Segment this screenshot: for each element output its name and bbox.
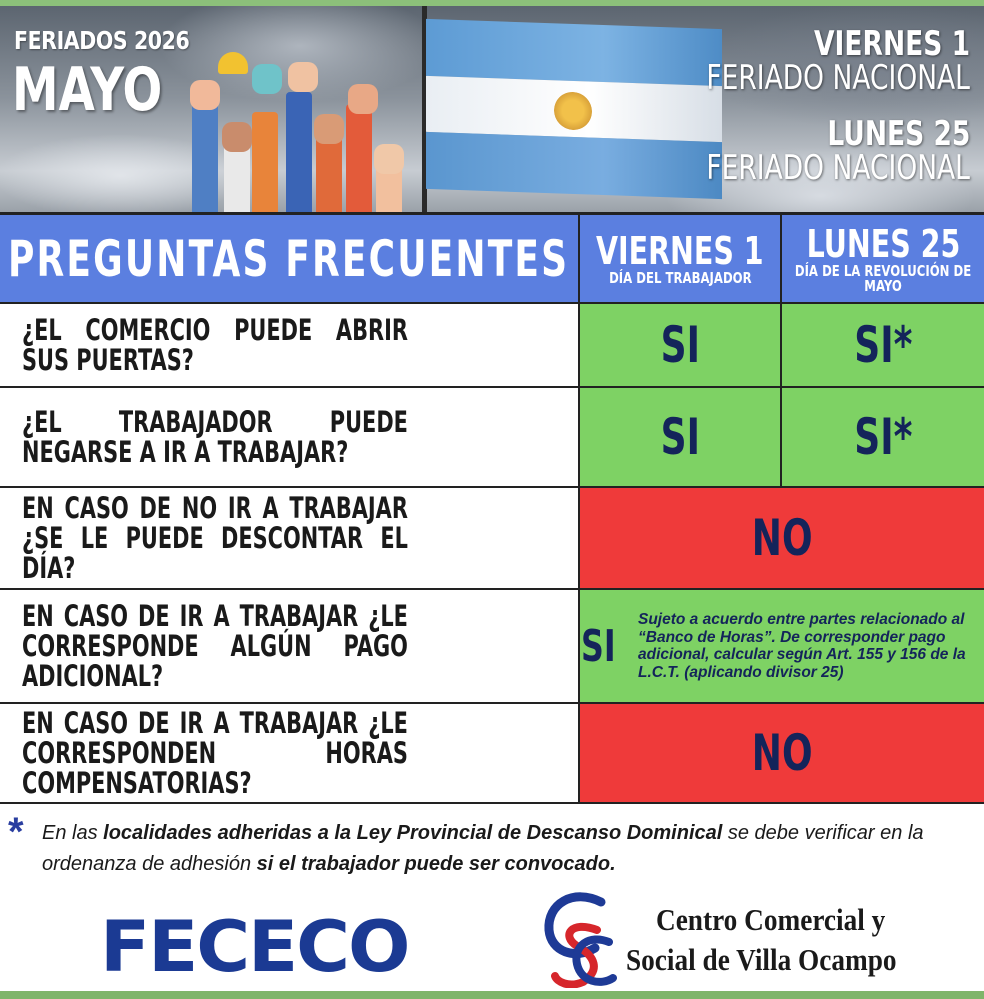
csc-name-line2: Social de Villa Ocampo [626,942,897,977]
table-row [0,304,984,388]
question-cell [0,488,580,588]
question-cell [0,590,580,702]
questions-header-cell [0,215,580,302]
question-text: ¿EL COMERCIO PUEDE ABRIR SUS PUERTAS? [22,313,408,377]
answer-note-cell [630,590,984,702]
answer-text: SI* [853,316,913,374]
answer-cell-lunes [782,388,984,486]
question-cell [0,388,580,486]
csc-name-line1: Centro Comercial y [656,902,886,937]
answer-text: SI [580,620,616,672]
banner-month-title: MAYO [12,55,163,125]
questions-header-label: PREGUNTAS FRECUENTES [8,229,570,288]
sun-of-may-icon [554,91,592,130]
answer-cell-merged [580,488,984,588]
raised-hands-illustration [188,42,408,212]
question-text: ¿EL TRABAJADOR PUEDE NEGARSE A IR A TRABAJAR? [22,405,408,469]
answer-cell-merged [580,704,984,802]
col2-header-cell [782,215,984,302]
footnote-part1: En las [42,822,104,844]
answer-text: SI [660,316,700,374]
table-header-row [0,212,984,304]
col2-header-day: LUNES 25 [806,221,960,266]
question-text: EN CASO DE IR A TRABAJAR ¿LE CORRESPONDE ALGÚN PAGO ADICIONAL? [22,599,408,693]
table-row [0,704,984,804]
header-banner [0,6,984,212]
question-cell [0,704,580,802]
bottom-accent-strip [0,991,984,999]
table-row [0,590,984,704]
holiday2-type: FERIADO NACIONAL [706,148,970,188]
footnote-part3: se debe verificar en la ordenanza de adhesión [42,822,924,875]
question-text: EN CASO DE IR A TRABAJAR ¿LE CORRESPONDEN HORAS COMPENSATORIAS? [22,706,408,800]
col1-header-desc: DÍA DEL TRABAJADOR [608,269,752,287]
footnote-part2: localidades adheridas a la Ley Provincial de Descanso Dominical [103,822,723,844]
asterisk-icon: * [8,810,24,854]
answer-text: SI [660,408,700,466]
answer-text: SI* [853,408,913,466]
holiday1-day: VIERNES 1 [813,24,970,64]
holiday1-type: FERIADO NACIONAL [706,58,970,98]
question-text: EN CASO DE NO IR A TRABAJAR ¿SE LE PUEDE DESCONTAR EL DÍA? [22,491,408,585]
col1-header-day: VIERNES 1 [596,229,764,273]
banner-year-title: FERIADOS 2026 [14,26,190,55]
col2-header-desc-line2: MAYO [864,276,902,295]
col2-header-desc-line1: DÍA DE LA REVOLUCIÓN DE [794,261,972,280]
col1-header-cell [580,215,782,302]
footnote-part4: si el trabajador puede ser convocado. [256,853,616,875]
answer-cell-merged [580,590,630,702]
table-row [0,488,984,590]
answer-note-text: Sujeto a acuerdo entre partes relacionado al “Banco de Horas”. De corresponder pago adicional, calcular según Art. 155 y 156 de la L.C.T. (aplicando divisor 25) [638,611,966,681]
answer-cell-viernes [580,304,782,386]
footnote-text [42,818,962,880]
answer-cell-viernes [580,388,782,486]
question-cell [0,304,580,386]
fececo-logo: FECECO [100,906,409,988]
csc-logo-icon [543,890,617,988]
table-row [0,388,984,488]
holiday2-day: LUNES 25 [826,114,970,154]
answer-text: NO [751,509,813,567]
argentina-flag-image [426,19,722,199]
answer-text: NO [751,724,813,782]
answer-cell-lunes [782,304,984,386]
